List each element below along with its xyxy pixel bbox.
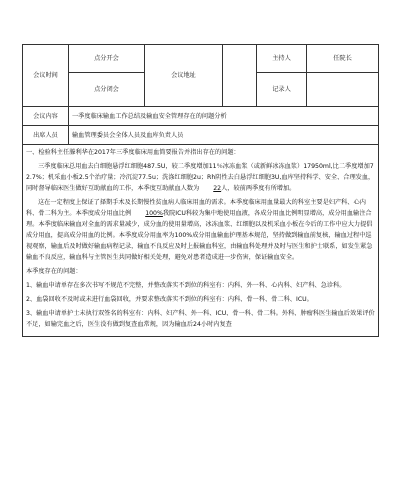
component-text: 这在一定程度上保证了择期手术及长期慢性贫血病人临床用血的需求。本季度临床用血量最大的科室主要是妇产科、心内科、骨二科为主。本季度成分用血比例 [26, 199, 366, 217]
meeting-record [22, 44, 378, 337]
issue-1: 1、输血申请单存在多次书写不规范不完整，并整改落实不到位的科室有：内科、外一科、心内科、妇产科、急诊科。 [26, 282, 346, 289]
blood-usage-text: 三季度临床总用血去白细胞悬浮红细胞487.5U，较二季度增加11％冰冻血浆（或新鲜冰冻血浆）17950ml,比二季度增加72.7%；机采血小板2.5个治疗量；冷沉淀77.5u；洗涤红细胞2u；Rh阴性去白悬浮红细胞3U,血库坚持科学、安全、合理发血，同时督导临床医生做好互助献血的工作，本季度互助献血人数为 [26, 163, 375, 192]
meeting-table [22, 44, 379, 337]
blood-usage-end: 人，较前两季度有所增加。 [221, 185, 296, 192]
donor-count: 22 [213, 185, 222, 192]
attendees-label: 出席人员 [23, 126, 69, 145]
component-end: 我院ICU科较为集中地使用血液，各成分用血比例明显增高，成分用血输注合理。本季度临床输血对全血的需求量减少，成分血的使用量增高，冰冻血浆、红细胞以及机采血小板在今后的工作中应大力提倡成分用血，提高成分用血的比例。本季度成分用血率为100%成分用血输血护理基本规范，坚持做到输血前复核，输血过程中巡视观察，输血后及时做好输血病程记录，输血不良反应及时上报输血科室，由输血科处理并及时与医生和护士联系，如发生紧急输血不良反应，输血科与主管医生共同做好相关处理，避免对患者造成进一步伤害，保证输血安全。 [26, 210, 373, 261]
recorder-value [307, 73, 379, 107]
host-value: 任院长 [307, 45, 379, 73]
end-time-label: 点分闭会 [69, 73, 145, 107]
attendees-value: 输血管理委员会全体人员及血库负责人员 [69, 126, 379, 145]
start-time-label: 点分开会 [69, 45, 145, 73]
meeting-time-label: 会议时间 [23, 45, 69, 107]
issue-3: 3、输血申请单护士未执行双签名的科室有：内科、妇产科、外一科、ICU、骨一科、骨二科。外科、肿瘤科医生输血后效果评价不足，如输完血之后，医生没有做到复查血常规，因为输血后24小时内复查 [26, 310, 375, 328]
paragraph-component-ratio [26, 197, 375, 263]
paragraph-blood-usage [26, 161, 375, 194]
issue-2: 2、血袋回收不及时或未进行血袋回收，并要求整改落实不到位的科室有：内科、骨一科、骨二科、ICU。 [26, 296, 313, 303]
content-label: 会议内容 [23, 107, 69, 126]
paragraph-issues-heading: 本季度存在的问题： [26, 268, 82, 275]
host-label: 主持人 [257, 45, 307, 73]
recorder-label: 记录人 [257, 73, 307, 107]
component-ratio: 100% [145, 210, 163, 217]
location-value [223, 45, 257, 107]
location-label: 会议地址 [145, 45, 223, 107]
content-value: 一季度临床输血工作总结及输血安全管理存在的问题分析 [69, 107, 379, 126]
meeting-body [23, 145, 379, 337]
paragraph-intro: 一、检验科主任滕利华在2017年三季度临床用血简要报告并指出存在的问题： [26, 149, 240, 156]
